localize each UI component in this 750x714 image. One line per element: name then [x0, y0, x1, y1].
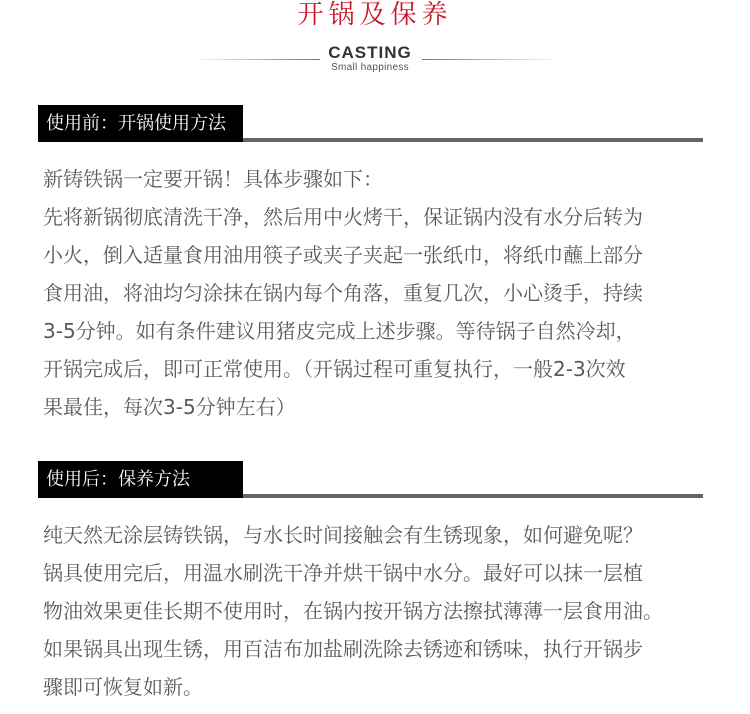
paragraph-line: 新铸铁锅一定要开锅！具体步骤如下：	[43, 167, 383, 191]
section-header-after-use	[38, 461, 703, 498]
brand-rule-left	[190, 59, 320, 60]
section-header-label-box	[38, 461, 243, 498]
paragraph-line: 小火，倒入适量食用油用筷子或夹子夹起一张纸巾，将纸巾蘸上部分	[43, 243, 643, 267]
section-heading-text: 使用前：开锅使用方法	[46, 113, 226, 134]
section-header-underline	[243, 138, 703, 142]
section-header-label-box	[38, 105, 243, 142]
paragraph-line: 骤即可恢复如新。	[43, 675, 203, 699]
brand-tagline: Small happiness	[331, 62, 409, 73]
paragraph-line: 如果锅具出现生锈，用百洁布加盐刷洗除去锈迹和锈味，执行开锅步	[43, 637, 643, 661]
paragraph-line: 锅具使用完后，用温水刷洗干净并烘干锅中水分。最好可以抹一层植	[43, 561, 643, 585]
paragraph-line: 果最佳，每次3-5分钟左右）	[43, 395, 296, 419]
paragraph-line: 3-5分钟。如有条件建议用猪皮完成上述步骤。等待锅子自然冷却，	[43, 319, 636, 343]
paragraph-line: 物油效果更佳长期不使用时，在锅内按开锅方法擦拭薄薄一层食用油。	[43, 599, 663, 623]
paragraph-line: 食用油，将油均匀涂抹在锅内每个角落，重复几次，小心烫手，持续	[43, 281, 643, 305]
section-body-before-use	[43, 160, 643, 426]
page-title: 开锅及保养	[297, 0, 453, 30]
brand-name: CASTING	[328, 43, 412, 62]
section-body-after-use	[43, 516, 663, 706]
brand-rule-right	[422, 59, 562, 60]
paragraph-line: 先将新锅彻底清洗干净，然后用中火烤干，保证锅内没有水分后转为	[43, 205, 643, 229]
section-header-underline	[243, 494, 703, 498]
section-heading-text: 使用后：保养方法	[46, 469, 190, 490]
paragraph-line: 开锅完成后，即可正常使用。（开锅过程可重复执行，一般2-3次效	[43, 357, 626, 381]
section-header-before-use	[38, 105, 703, 142]
paragraph-line: 纯天然无涂层铸铁锅，与水长时间接触会有生锈现象，如何避免呢？	[43, 523, 643, 547]
